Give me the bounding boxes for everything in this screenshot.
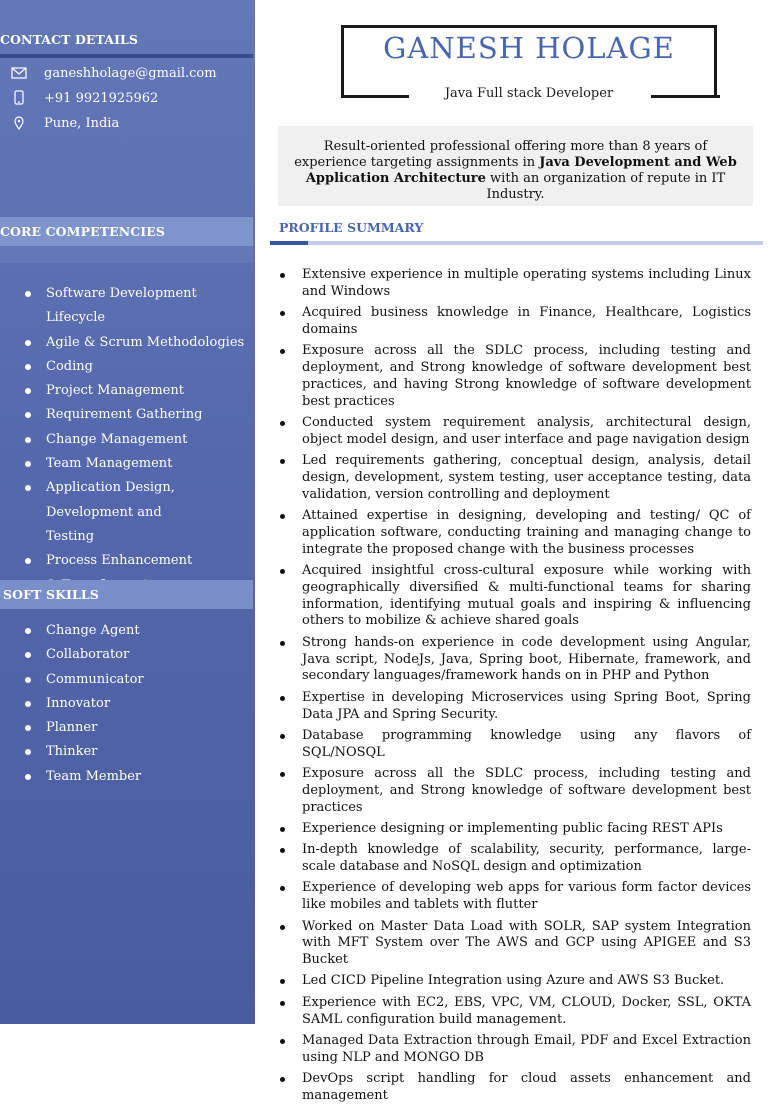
- list-item: Conducted system requirement analysis, architectural design, object model design, and user interface and page navigation design: [278, 415, 751, 449]
- location-text: Pune, India: [44, 116, 120, 131]
- list-item: Communicator: [0, 668, 253, 692]
- core-competencies-band: [0, 246, 253, 263]
- candidate-name: GANESH HOLAGE: [383, 31, 675, 65]
- envelope-icon: [10, 64, 28, 82]
- list-item: Experience with EC2, EBS, VPC, VM, CLOUD, Docker, SSL, OKTA SAML configuration build management.: [278, 995, 751, 1029]
- section-divider: [270, 241, 763, 245]
- list-item: Thinker: [0, 740, 253, 764]
- list-item: Strong hands-on experience in code development using Angular, Java script, NodeJs, Java, Spring boot, Hibernate, framework, and secondary languages/framework hands on in PHP and Python: [278, 635, 751, 685]
- list-item: Agile & Scrum Methodologies: [0, 331, 253, 355]
- email-text[interactable]: ganeshholage@gmail.com: [44, 66, 217, 81]
- list-item: DevOps script handling for cloud assets enhancement and management: [278, 1071, 751, 1105]
- contact-phone: [0, 87, 253, 112]
- objective-text: Result-oriented professional offering more than 8 years of experience targeting assignments in: [294, 139, 708, 170]
- objective-bold-text: Java Development and Web Application Architecture: [305, 155, 737, 186]
- sidebar: [0, 0, 255, 1024]
- list-item: Exposure across all the SDLC process, including testing and deployment, and Strong knowledge of software development best practices: [278, 766, 751, 816]
- contact-email: [0, 62, 253, 87]
- list-item: Process Enhancement: [0, 549, 196, 598]
- list-item: Led requirements gathering, conceptual design, analysis, detail design, development, system testing, user acceptance testing, data validation, version controlling and deployment: [278, 453, 751, 503]
- list-item: Team Management: [0, 452, 253, 476]
- list-item: Collaborator: [0, 643, 253, 667]
- soft-skills-heading: SOFT SKILLS: [0, 580, 253, 609]
- objective-statement: [278, 126, 753, 206]
- list-item: Application Design, Development and Testing: [0, 476, 196, 549]
- list-item: Change Agent: [0, 619, 253, 643]
- list-item: Team Member: [0, 765, 253, 789]
- phone-text: +91 9921925962: [44, 91, 159, 106]
- list-item: Software Development Lifecycle: [0, 282, 253, 331]
- list-item: Expertise in developing Microservices using Spring Boot, Spring Data JPA and Spring Security.: [278, 690, 751, 724]
- contact-details-heading: CONTACT DETAILS: [0, 25, 253, 58]
- list-item: Acquired insightful cross-cultural exposure while working with geographically diversified & multi-functional teams for sharing information, identifying mutual goals and inspiring & influencing others to mobilize & achieve shared goals: [278, 563, 751, 630]
- list-item: Managed Data Extraction through Email, PDF and Excel Extraction using NLP and MONGO DB: [278, 1033, 751, 1067]
- core-competencies-list: [0, 282, 253, 598]
- list-item: Change Management: [0, 428, 253, 452]
- candidate-role: Java Full stack Developer: [444, 86, 614, 101]
- list-item: Extensive experience in multiple operating systems including Linux and Windows: [278, 267, 751, 301]
- profile-summary-heading: PROFILE SUMMARY: [279, 220, 424, 235]
- list-item: Acquired business knowledge in Finance, Healthcare, Logistics domains: [278, 305, 751, 339]
- location-pin-icon: [10, 114, 28, 132]
- list-item: Innovator: [0, 692, 253, 716]
- mobile-phone-icon: [10, 89, 28, 107]
- profile-summary-list: [278, 267, 751, 1109]
- list-item: Database programming knowledge using any flavors of SQL/NOSQL: [278, 728, 751, 762]
- list-item: In-depth knowledge of scalability, security, performance, large-scale database and NoSQL design and optimization: [278, 842, 751, 876]
- list-item: Planner: [0, 716, 253, 740]
- list-item: Experience of developing web apps for various form factor devices like mobiles and tablets with flutter: [278, 880, 751, 914]
- list-item: Led CICD Pipeline Integration using Azure and AWS S3 Bucket.: [278, 973, 751, 990]
- section-divider-accent: [270, 241, 308, 245]
- list-item: Experience designing or implementing public facing REST APIs: [278, 821, 751, 838]
- list-item: Requirement Gathering: [0, 403, 253, 427]
- list-item: Worked on Master Data Load with SOLR, SAP system Integration with MFT System over The AWS and GCP using APIGEE and S3 Bucket: [278, 919, 751, 969]
- list-item: Exposure across all the SDLC process, including testing and deployment, and Strong knowledge of software development best practices, and having Strong knowledge of software development best practices: [278, 343, 751, 410]
- list-item: Coding: [0, 355, 253, 379]
- soft-skills-list: [0, 619, 253, 789]
- core-competencies-heading: CORE COMPETENCIES: [0, 217, 253, 246]
- list-item: Attained expertise in designing, developing and testing/ QC of application software, conducting training and managing change to integrate the proposed change with the business processes: [278, 508, 751, 558]
- contact-location: [0, 112, 253, 137]
- contact-list: [0, 62, 253, 137]
- list-item: Project Management: [0, 379, 253, 403]
- objective-text-end: with an organization of repute in IT Industry.: [485, 171, 726, 202]
